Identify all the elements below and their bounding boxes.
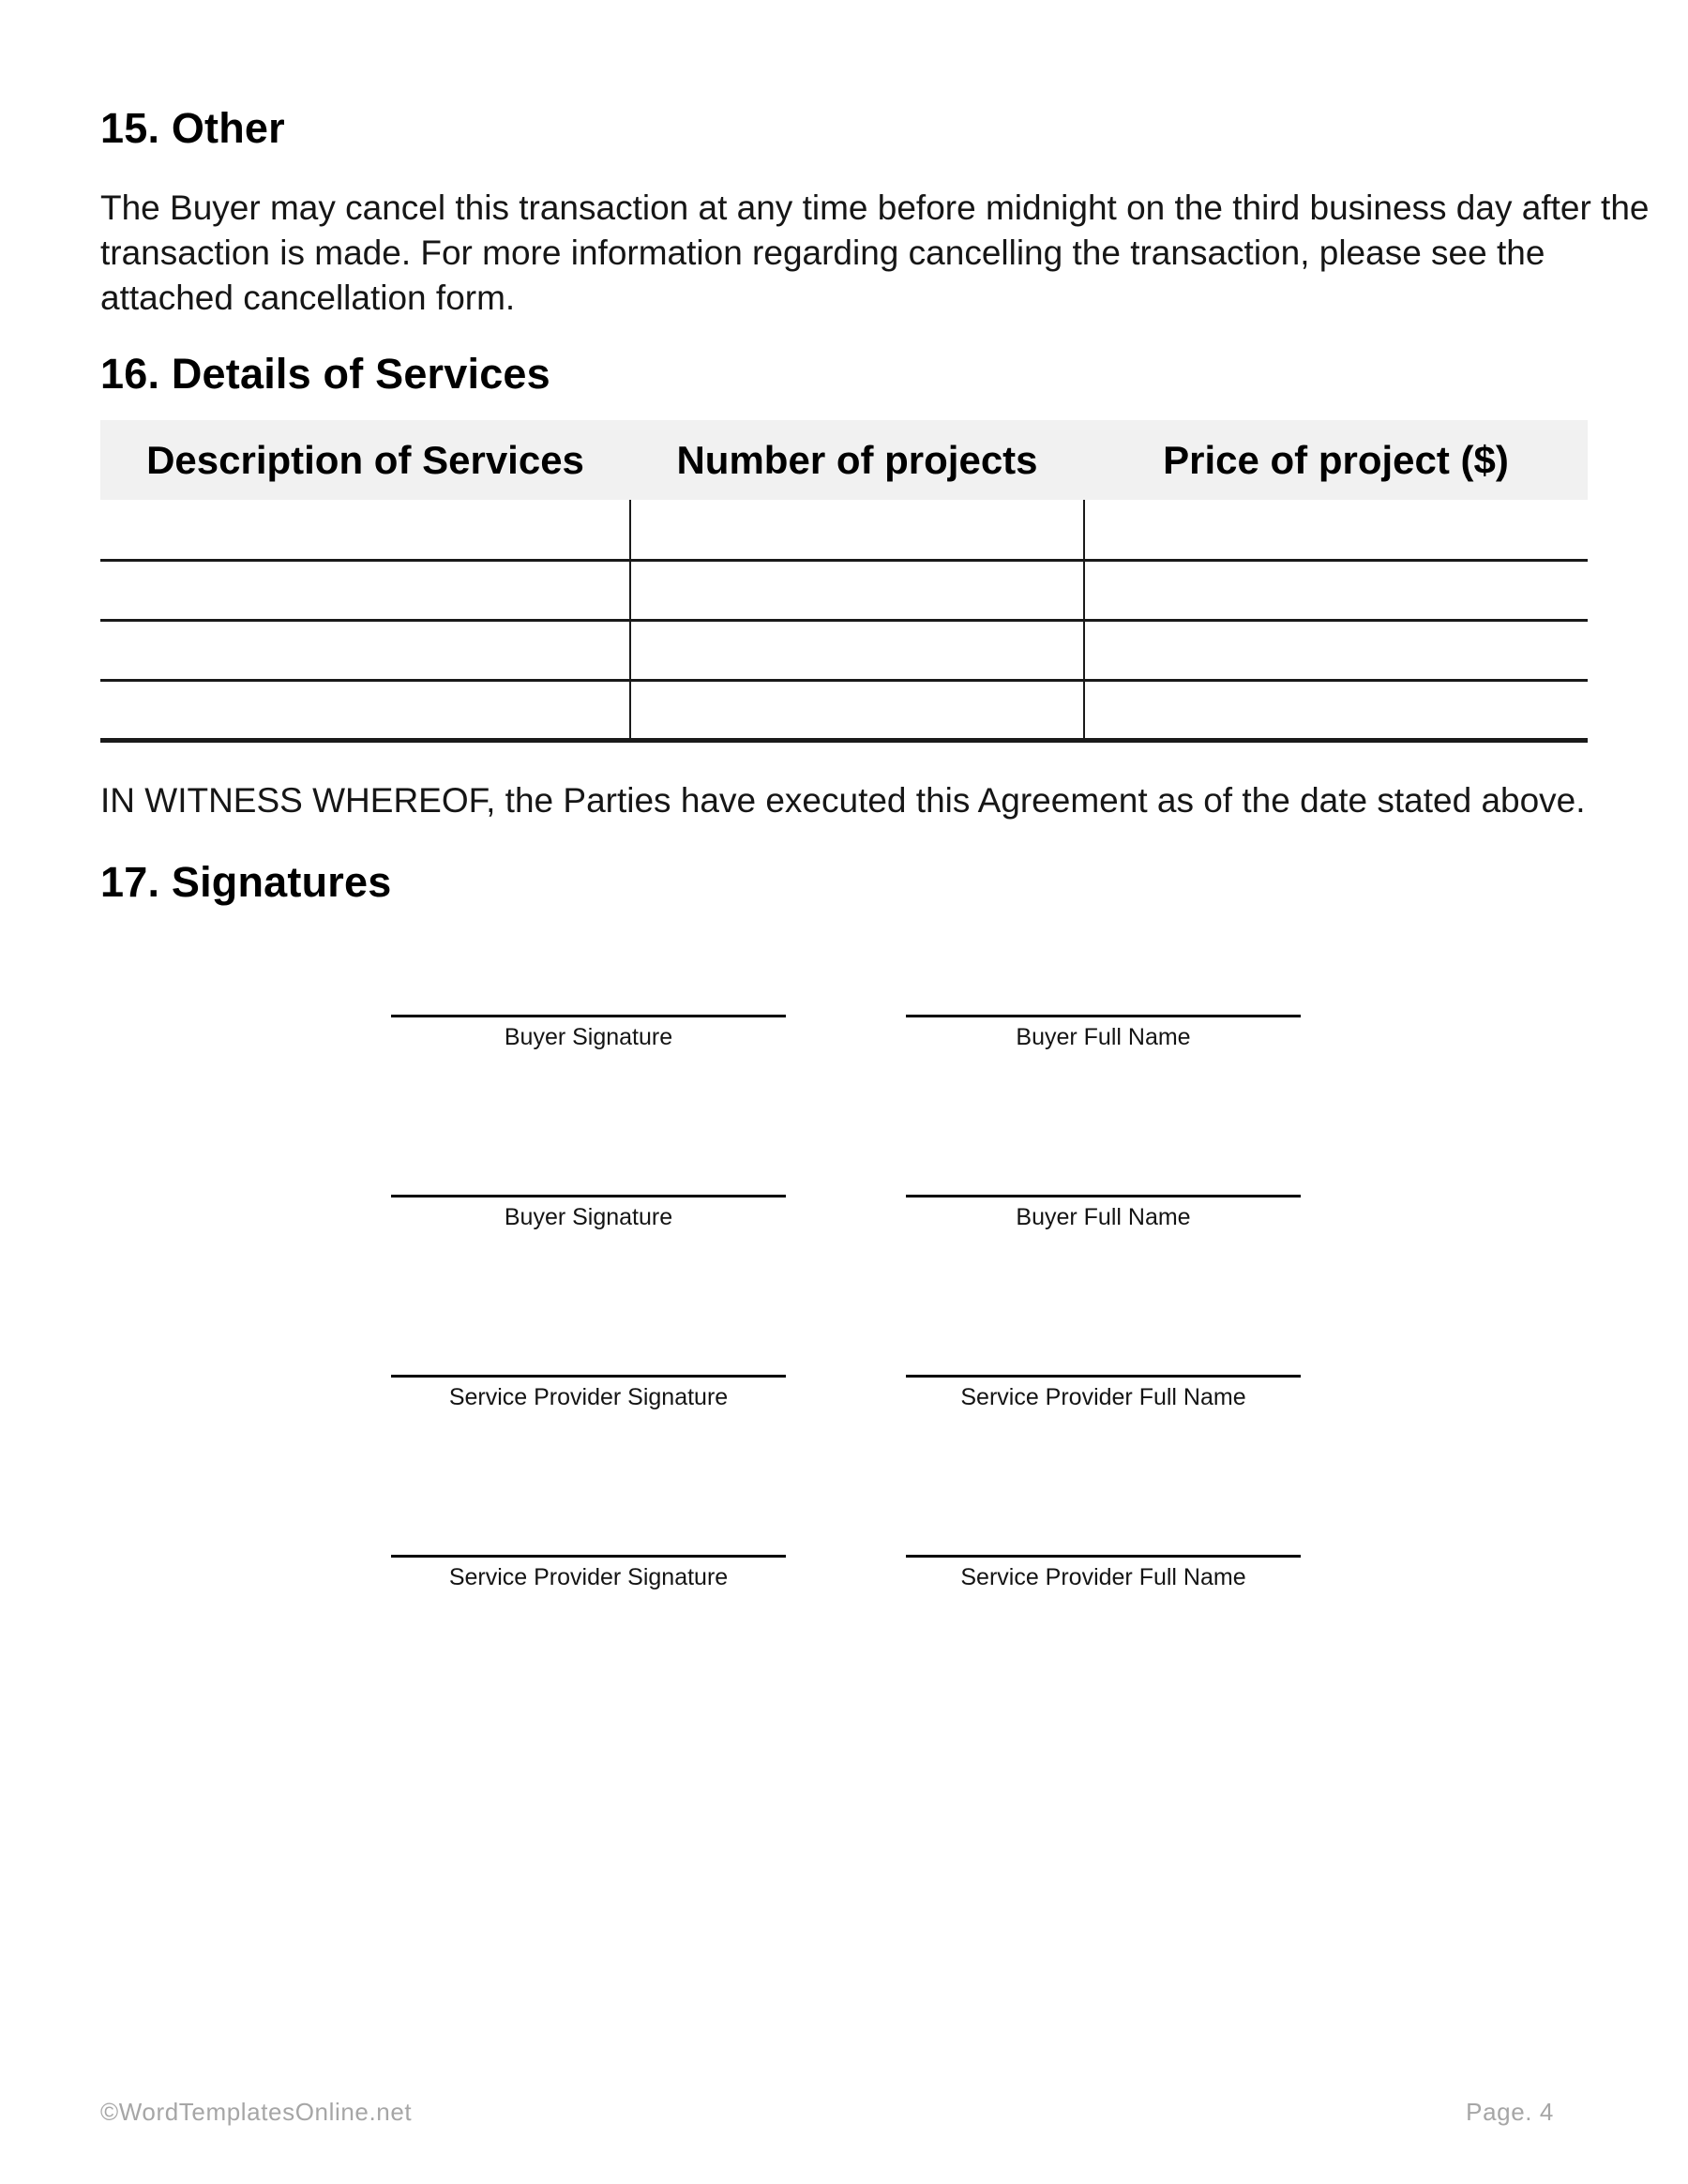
service-provider-signature-field — [391, 1375, 786, 1411]
signature-label: Buyer Full Name — [1016, 1203, 1191, 1230]
table-row — [100, 560, 1588, 620]
table-cell-price — [1084, 680, 1588, 740]
table-cell-price — [1084, 560, 1588, 620]
signature-label: Buyer Signature — [504, 1203, 673, 1230]
section-heading-17-signatures: 17. Signatures — [100, 857, 392, 906]
table-cell-number — [630, 500, 1084, 560]
signature-label: Service Provider Full Name — [960, 1383, 1246, 1410]
service-provider-signature-field — [391, 1555, 786, 1591]
signature-label: Buyer Signature — [504, 1023, 673, 1050]
witness-statement: IN WITNESS WHEREOF, the Parties have executed this Agreement as of the date stated above. — [100, 780, 1586, 820]
buyer-full-name-field — [906, 1195, 1301, 1231]
buyer-full-name-field — [906, 1015, 1301, 1051]
table-cell-price — [1084, 620, 1588, 680]
table-cell-description — [100, 500, 630, 560]
buyer-signature-field — [391, 1195, 786, 1231]
column-header-price-of-project: Price of project ($) — [1084, 420, 1588, 500]
paragraph-line: attached cancellation form. — [100, 279, 516, 317]
table-cell-price — [1084, 500, 1588, 560]
table-row — [100, 620, 1588, 680]
signature-row-buyer-1 — [391, 1015, 1588, 1051]
paragraph-line: transaction is made. For more information regarding cancelling the transaction, please see the — [100, 233, 1545, 272]
section-heading-16-details-of-services: 16. Details of Services — [100, 350, 550, 398]
service-provider-full-name-field — [906, 1555, 1301, 1591]
table-cell-description — [100, 680, 630, 740]
signature-row-buyer-2 — [391, 1195, 1588, 1231]
column-header-description-of-services: Description of Services — [100, 420, 630, 500]
footer-page-number: Page. 4 — [1466, 2098, 1554, 2126]
paragraph-line: The Buyer may cancel this transaction at any time before midnight on the third business day after the — [100, 188, 1650, 227]
signature-row-service-provider-1 — [391, 1375, 1588, 1411]
table-row — [100, 500, 1588, 560]
page-footer — [100, 2098, 1588, 2126]
cancellation-paragraph — [100, 186, 1650, 321]
signatures-section — [100, 1015, 1588, 1591]
signature-label: Service Provider Full Name — [960, 1563, 1246, 1590]
services-table-header-row — [100, 420, 1588, 500]
table-cell-number — [630, 620, 1084, 680]
table-row — [100, 680, 1588, 740]
signature-label: Buyer Full Name — [1016, 1023, 1191, 1050]
signature-label: Service Provider Signature — [448, 1383, 729, 1410]
services-table — [100, 420, 1588, 743]
table-cell-description — [100, 620, 630, 680]
column-header-number-of-projects: Number of projects — [630, 420, 1084, 500]
footer-copyright: ©WordTemplatesOnline.net — [100, 2098, 413, 2126]
service-provider-full-name-field — [906, 1375, 1301, 1411]
table-cell-number — [630, 680, 1084, 740]
signature-label: Service Provider Signature — [448, 1563, 729, 1590]
table-cell-description — [100, 560, 630, 620]
buyer-signature-field — [391, 1015, 786, 1051]
section-heading-15-other: 15. Other — [100, 104, 285, 152]
signature-row-service-provider-2 — [391, 1555, 1588, 1591]
table-cell-number — [630, 560, 1084, 620]
